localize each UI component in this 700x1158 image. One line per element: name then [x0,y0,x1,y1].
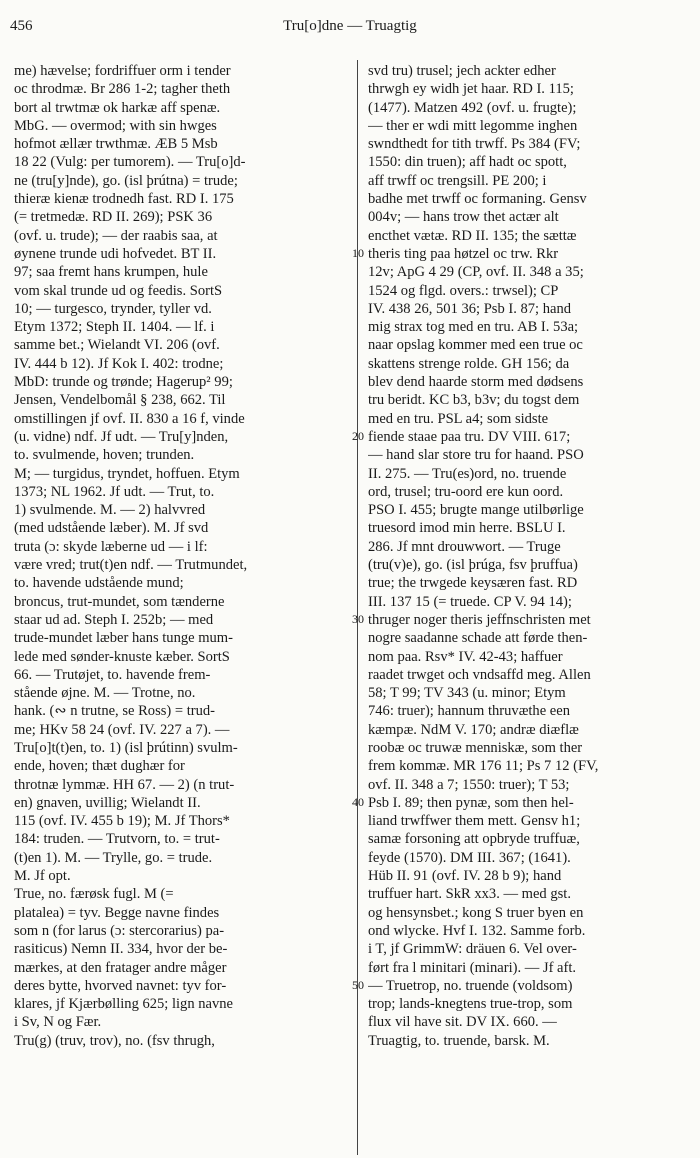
line-number-30: 30 [352,612,364,626]
text-line: nom paa. Rsv* IV. 42-43; haffuer [368,648,563,665]
line-number-40: 40 [352,795,364,809]
text-line: 184: truden. — Trutvorn, to. = trut- [14,831,220,848]
text-line: lede med sønder-knuste kæber. SortS [14,648,230,665]
text-line: — hand slar store tru for haand. PSO [368,447,584,464]
text-line: IV. 438 26, 501 36; Psb I. 87; hand [368,300,571,317]
text-line: platalea) = tyv. Begge navne findes [14,904,220,921]
text-line: Jensen, Vendelbomål § 238, 662. Til [14,392,226,409]
text-line: ond wlycke. Hvf I. 132. Samme forb. [368,922,586,939]
text-line: Psb I. 89; then pynæ, som then hel- [368,794,574,811]
text-line: (tru(v)e), go. (isl þrúga, fsv þruffua) [368,557,578,574]
text-line: 66. — Trutøjet, to. havende frem- [14,666,211,683]
text-line: rasiticus) Nemn II. 334, hvor der be- [14,941,228,958]
text-line: II. 275. — Tru(es)ord, no. truende [368,465,567,482]
text-line: ført fra l minitari (minari). — Jf aft. [368,959,577,976]
text-line: thieræ kienæ trodnedh fast. RD I. 175 [14,191,234,208]
line-number-20: 20 [352,429,364,443]
text-line: fiende staae paa tru. DV VIII. 617; [368,428,571,445]
text-line: som n (for larus (ɔ: stercorarius) pa- [14,922,225,939]
text-line: ovf. II. 348 a 7; 1550: truer); T 53; [368,776,570,793]
text-line: staar ud ad. Steph I. 252b; — med [14,611,214,628]
text-line: i T, jf GrimmW: dräuen 6. Vel over- [368,941,577,958]
text-line: 58; T 99; TV 343 (u. minor; Etym [368,685,566,702]
text-line: — Truetrop, no. truende (voldsom) [368,977,573,994]
right-column [368,62,700,1050]
text-line: oc throdmæ. Br 286 1-2; tagher theth [14,81,231,98]
text-line: blev dend haarde storm med dødsens [368,374,584,391]
text-line: 1550: din truen); aff hadt oc spott, [368,154,567,171]
text-line: 18 22 (Vulg: per tumorem). — Tru[o]d- [14,154,246,171]
text-line: True, no. færøsk fugl. M (= [14,886,174,903]
text-line: hofmot ællær trwthmæ. ÆB 5 Msb [14,136,218,153]
text-line: Etym 1372; Steph II. 1404. — lf. i [14,319,215,336]
text-line: PSO I. 455; brugte mange utilbørlige [368,502,584,519]
text-line: raadet trwget och vndsaffd meg. Allen [368,666,591,683]
text-line: (med udstående læber). M. Jf svd [14,520,209,537]
text-line: ende, hoven; thæt dughær for [14,758,185,775]
text-line: to. svulmende, hoven; trunden. [14,447,195,464]
text-line: true; the trwgede keysæren fast. RD [368,575,578,592]
text-line: klares, jf Kjærbølling 625; lign navne [14,996,233,1013]
text-line: 12v; ApG 4 29 (CP, ovf. II. 348 a 35; [368,264,584,281]
text-line: (t)en 1). M. — Trylle, go. = trude. [14,849,213,866]
running-head: Tru[o]dne — Truagtig [283,18,417,34]
text-line: broncus, trut-mundet, som tænderne [14,593,225,610]
text-line: (1477). Matzen 492 (ovf. u. frugte); [368,99,577,116]
text-line: theris ting paa høtzel oc trw. Rkr [368,245,559,262]
text-line: samme bet.; Wielandt VI. 206 (ovf. [14,337,220,354]
text-line: 1373; NL 1962. Jf udt. — Trut, to. [14,483,215,500]
text-line: swndthedt for tith trwff. Ps 384 (FV; [368,136,581,153]
text-line: 97; saa fremt hans krumpen, hule [14,264,208,281]
text-line: encthet vætæ. RD II. 135; the sættæ [368,227,577,244]
text-line: M. Jf opt. [14,868,71,885]
text-line: me) hævelse; fordriffuer orm i tender [14,63,231,79]
text-line: skattens strenge rolde. GH 156; da [368,355,570,372]
line-number-50: 50 [352,978,364,992]
text-line: III. 137 15 (= truede. CP V. 94 14); [368,593,572,610]
text-line: IV. 444 b 12). Jf Kok I. 402: trodne; [14,355,224,372]
text-line: thrwgh ey widh jet haar. RD I. 115; [368,81,574,98]
text-line: to. havende udstående mund; [14,575,184,592]
text-line: truesord imod min herre. BSLU I. [368,520,566,537]
text-line: liand trwffwer them mett. Gensv h1; [368,813,581,830]
text-line: trop; lands-knegtens true-trop, som [368,996,573,1013]
text-line: 746: truer); hannum thruvæthe een [368,703,570,720]
text-line: naar opslag kommer med een true oc [368,337,583,354]
text-line: Truagtig, to. truende, barsk. M. [368,1032,550,1049]
text-line: flux vil have sit. DV IX. 660. — [368,1014,557,1031]
text-line: MbD: trunde og trønde; Hagerup² 99; [14,374,233,391]
text-line: tru beridt. KC b3, b3v; du togst dem [368,392,580,409]
text-line: ne (tru[y]nde), go. (isl þrútna) = trude; [14,172,238,189]
text-line: mærkes, at den fratager andre måger [14,959,227,976]
text-line: kæmpæ. NdM V. 170; andræ diæflæ [368,721,579,738]
page-header [10,18,690,42]
text-line: badhe met trwff oc formaning. Gensv [368,191,587,208]
text-line: mig strax tog med en tru. AB I. 53a; [368,319,579,336]
text-line: hank. (∾ n trutne, se Ross) = trud- [14,703,215,720]
text-line: øynene trunde udi hofvedet. BT II. [14,245,217,262]
text-line: 1524 og flgd. overs.: trwsel); CP [368,282,559,299]
text-line: svd tru) trusel; jech ackter edher [368,63,556,79]
line-number-10: 10 [352,246,364,260]
text-line: Tru[o]t(t)en, to. 1) (isl þrútinn) svulm- [14,739,238,756]
text-line: i Sv, N og Fær. [14,1014,102,1031]
text-line: frem kommæ. MR 176 11; Ps 7 12 (FV, [368,758,599,775]
text-line: vom skal trunde ud og feedis. SortS [14,282,223,299]
text-line: me; HKv 58 24 (ovf. IV. 227 a 7). — [14,721,230,738]
text-line: stående øjne. M. — Trotne, no. [14,685,196,702]
text-line: throtnæ lymmæ. HH 67. — 2) (n trut- [14,776,235,793]
text-line: (ovf. u. trude); — der raabis saa, at [14,227,218,244]
page-number: 456 [10,18,33,34]
text-line: — ther er wdi mitt legomme inghen [368,117,578,134]
text-line: bort al trwtmæ ok harkæ aff spenæ. [14,99,221,116]
text-line: en) gnaven, uvillig; Wielandt II. [14,794,201,811]
text-line: omstillingen jf ovf. II. 830 a 16 f, vinde [14,410,245,427]
text-line: truffuer hart. SkR xx3. — med gst. [368,886,571,903]
text-line: MbG. — overmod; with sin hwges [14,117,217,134]
text-line: med en tru. PSL a4; som sidste [368,410,549,427]
text-line: 286. Jf mnt drouwwort. — Truge [368,538,561,555]
text-line: 10; — turgesco, trynder, tyller vd. [14,300,212,317]
text-line: feyde (1570). DM III. 367; (1641). [368,849,571,866]
text-line: og hensynsbet.; kong S truer byen en [368,904,584,921]
text-line: truta (ɔ: skyde læberne ud — i lf: [14,538,208,555]
text-line: Hüb II. 91 (ovf. IV. 28 b 9); hand [368,868,562,885]
left-column [14,62,347,1050]
text-line: Tru(g) (truv, trov), no. (fsv thrugh, [14,1032,215,1049]
text-line: roobæ oc truwæ menniskæ, som ther [368,739,583,756]
text-line: thruger noger theris jeffnschristen met [368,611,591,628]
text-line: samæ forsoning att opbryde truffuæ, [368,831,580,848]
text-line: nogre saadanne schade att førde then- [368,630,588,647]
text-line: deres bytte, hvorved navnet: tyv for- [14,977,227,994]
text-line: (u. vidne) ndf. Jf udt. — Tru[y]nden, [14,428,229,445]
text-line: 004v; — hans trow thet actær alt [368,209,559,226]
text-line: M; — turgidus, tryndet, hoffuen. Etym [14,465,240,482]
text-line: 115 (ovf. IV. 455 b 19); M. Jf Thors* [14,813,230,830]
text-line: ord, trusel; tru-oord ere kun oord. [368,483,564,500]
text-line: 1) svulmende. M. — 2) halvvred [14,502,206,519]
text-line: trude-mundet læber hans tunge mum- [14,630,233,647]
text-line: være vred; trut(t)en ndf. — Trutmundet, [14,557,248,574]
text-line: (= tretmedæ. RD II. 269); PSK 36 [14,209,213,226]
text-line: aff trwff oc trengsill. PE 200; i [368,172,547,189]
